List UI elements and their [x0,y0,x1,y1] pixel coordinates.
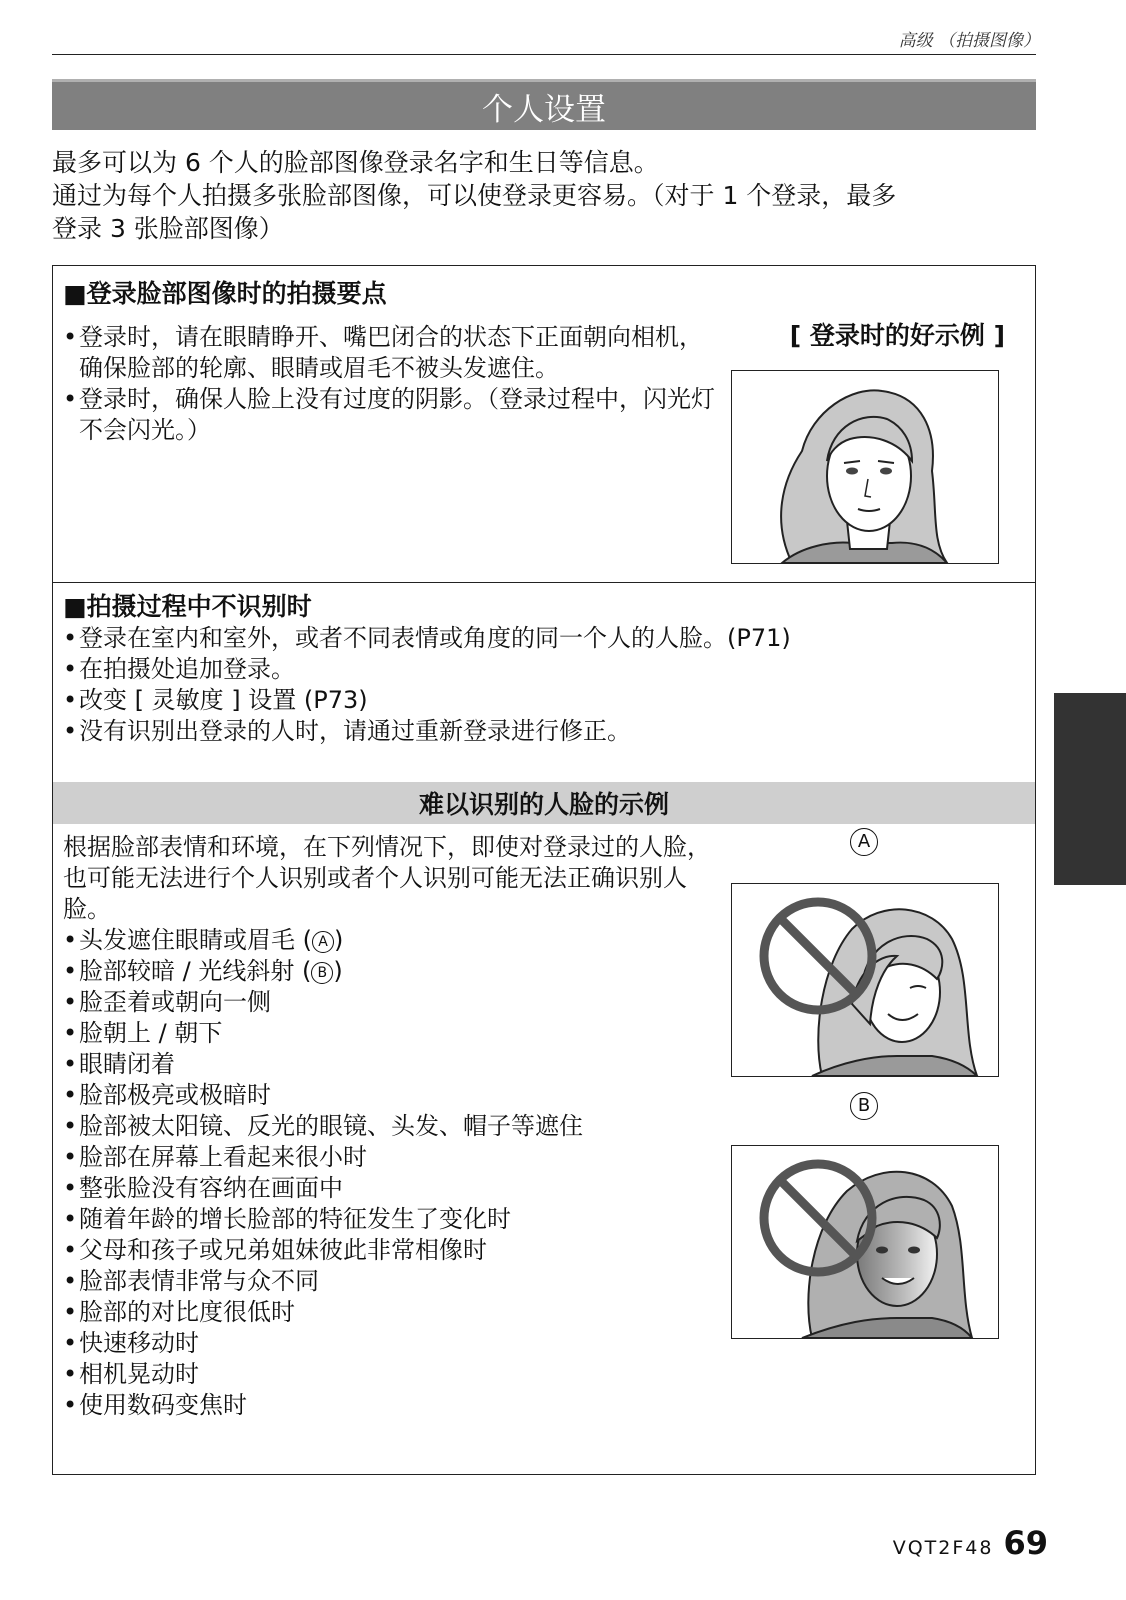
list-item: • 父母和孩子或兄弟姐妹彼此非常相像时 [63,1235,713,1266]
list-item: • 脸朝上 / 朝下 [63,1018,713,1049]
page-number: 69 [1003,1524,1048,1562]
registration-tips-heading: ■登录脸部图像时的拍摄要点 [63,279,387,308]
label-b-badge: B [311,962,333,984]
document-code: VQT2F48 [892,1537,994,1559]
list-item: • 登录在室内和室外，或者不同表情或角度的同一个人的人脸。(P71) [63,623,1023,654]
label-a-badge: A [312,931,334,953]
list-item: • 头发遮住眼睛或眉毛 ( A ) [63,925,713,956]
list-item: • 没有识别出登录的人时，请通过重新登录进行修正。 [63,716,1023,747]
list-item: • 脸部较暗 / 光线斜射 ( B ) [63,956,713,987]
intro-line: 最多可以为 6 个人的脸部图像登录名字和生日等信息。 [52,148,659,177]
list-item: • 快速移动时 [63,1328,713,1359]
list-item: • 整张脸没有容纳在画面中 [63,1173,713,1204]
good-example-caption: [ 登录时的好示例 ] [789,321,1005,350]
good-example-photo [731,370,999,564]
difficult-faces-list [63,832,713,1421]
list-item: • 脸部在屏幕上看起来很小时 [63,1142,713,1173]
registration-tips-box [52,265,1036,583]
recognition-tips-list [63,623,1023,747]
example-b-photo [731,1145,999,1339]
intro-line: 登录 3 张脸部图像） [52,214,284,243]
list-item: • 脸部表情非常与众不同 [63,1266,713,1297]
registration-tips-list [63,322,723,446]
page-title: 个人设置 [52,79,1036,130]
list-item: • 在拍摄处追加登录。 [63,654,1023,685]
list-item: • 改变 [ 灵敏度 ] 设置 (P73) [63,685,1023,716]
label-a-circle: A [850,828,878,856]
example-a-photo [731,883,999,1077]
face-illustration-icon [732,371,998,563]
intro-paragraph [52,146,1042,245]
chapter-tab [1054,693,1126,885]
list-item: • 眼睛闭着 [63,1049,713,1080]
list-item: • 脸部被太阳镜、反光的眼镜、头发、帽子等遮住 [63,1111,713,1142]
face-hair-covering-icon [732,884,998,1076]
list-item: • 脸部极亮或极暗时 [63,1080,713,1111]
list-item: • 脸部的对比度很低时 [63,1297,713,1328]
recognition-issues-box [52,583,1036,1475]
list-item: • 使用数码变焦时 [63,1390,713,1421]
recognition-issues-heading: ■拍摄过程中不识别时 [63,592,312,621]
header-divider [52,54,1036,55]
list-item: • 相机晃动时 [63,1359,713,1390]
intro-line: 通过为每个人拍摄多张脸部图像，可以使登录更容易。（对于 1 个登录，最多 [52,181,897,210]
list-item: • 随着年龄的增长脸部的特征发生了变化时 [63,1204,713,1235]
difficult-faces-intro: 根据脸部表情和环境，在下列情况下，即使对登录过的人脸，也可能无法进行个人识别或者个人识别可能无法正确识别人脸。 [63,833,711,923]
list-item: • 脸歪着或朝向一侧 [63,987,713,1018]
label-b-circle: B [850,1092,878,1120]
list-item: • 登录时，确保人脸上没有过度的阴影。（登录过程中，闪光灯不会闪光。） [63,384,723,446]
face-dark-lighting-icon [732,1146,998,1338]
list-item: • 登录时，请在眼睛睁开、嘴巴闭合的状态下正面朝向相机，确保脸部的轮廓、眼睛或眉毛不被头发遮住。 [63,322,723,384]
page-footer [893,1524,1048,1562]
running-header: 高级 （拍摄图像） [898,31,1040,51]
difficult-faces-subheading: 难以识别的人脸的示例 [53,782,1035,824]
